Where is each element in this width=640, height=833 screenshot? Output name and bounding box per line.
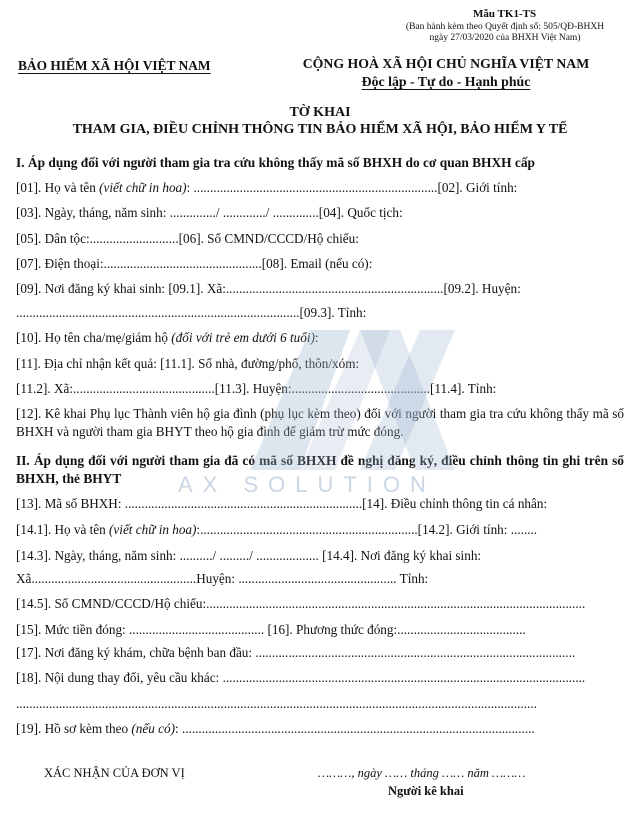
field-03-birth-date[interactable]: [03]. Ngày, tháng, năm sinh: ............../ ............./ ..............[04]. Quốc tịch: [16,205,403,220]
watermark-subtitle: AX SOLUTION [178,472,436,497]
field-07-phone[interactable]: [07]. Điện thoại:................................................[08]. Email (nếu có): [16,256,373,271]
field-15-contribution[interactable]: [15]. Mức tiền đóng: ......................................... [16]. Phương thức đóng:....................................... [16,622,526,637]
issued-note-line1: (Ban hành kèm theo Quyết định số: 505/QĐ-BHXH [405,22,605,32]
field-14-3-birth-date[interactable]: [14.3]. Ngày, tháng, năm sinh: ........../ ........./ ................... [14.4]. Nơi đăng ký khai sinh: [16,548,482,563]
field-10-guardian-name[interactable]: [10]. Họ tên cha/mẹ/giám hộ (đối với trẻ em dưới 6 tuổi): [16,330,319,345]
unit-confirmation-label: XÁC NHẬN CỦA ĐƠN VỊ [44,766,185,780]
issued-note-line2: ngày 27/03/2020 của BHXH Việt Nam) [429,33,581,43]
field-09-birth-registration[interactable]: [09]. Nơi đăng ký khai sinh: [09.1]. Xã:..................................................................[09.2]. Huyện: [16,281,521,296]
field-14-4-birth-place[interactable]: Xã..................................................Huyện: ................................................ Tỉnh: [16,571,429,586]
field-18-change-request[interactable]: [18]. Nội dung thay đổi, yêu cầu khác: .............................................................................................................. [16,670,586,685]
declarant-label: Người kê khai [388,784,464,798]
field-14-1-full-name[interactable]: [14.1]. Họ và tên (viết chữ in hoa):..................................................................[14.2]. Giới tính: ........ [16,522,538,537]
field-11-2-commune[interactable]: [11.2]. Xã:...........................................[11.3]. Huyện:..........................................[11.4]. Tỉnh: [16,381,497,396]
agency-name: BẢO HIỂM XÃ HỘI VIỆT NAM [18,58,211,73]
field-01-full-name[interactable]: [01]. Họ và tên (viết chữ in hoa): ..........................................................................[02]. Giới tính: [16,180,518,195]
field-11-result-address[interactable]: [11]. Địa chỉ nhận kết quả: [11.1]. Số nhà, đường/phố, thôn/xóm: [16,356,360,371]
field-05-ethnicity[interactable]: [05]. Dân tộc:...........................[06]. Số CMND/CCCD/Hộ chiếu: [16,231,359,246]
form-code: Mẫu TK1-TS [473,8,537,20]
form-subtitle: THAM GIA, ĐIỀU CHỈNH THÔNG TIN BẢO HIỂM XÃ HỘI, BẢO HIỂM Y TẾ [72,122,568,137]
field-12-household-appendix: [12]. Kê khai Phụ lục Thành viên hộ gia đình (phụ lục kèm theo) đối với người tham gia tra cứu không thấy mã số BHXH và người tham gia BHYT theo hộ gia đình để giảm trừ mức đóng. [16,406,624,439]
field-17-health-facility[interactable]: [17]. Nơi đăng ký khám, chữa bệnh ban đầu: ................................................................................................. [16,645,576,660]
field-14-5-id-number[interactable]: [14.5]. Số CMND/CCCD/Hộ chiếu:................................................................................................................... [16,596,586,611]
field-19-attachments[interactable]: [19]. Hồ sơ kèm theo (nếu có): ........................................................................................................... [16,721,535,736]
field-09-3-province[interactable]: ......................................................................................[09.3]. Tỉnh: [16,305,367,320]
section1-heading: I. Áp dụng đối với người tham gia tra cứu không thấy mã số BHXH do cơ quan BHXH cấp [16,155,535,170]
national-motto: Độc lập - Tự do - Hạnh phúc [361,74,531,89]
republic-name: CỘNG HOÀ XÃ HỘI CHỦ NGHĨA VIỆT NAM [302,56,590,71]
field-13-social-insurance-number[interactable]: [13]. Mã số BHXH: ........................................................................[14]. Điều chỉnh thông tin cá nhân: [16,496,548,511]
section2-heading: II. Áp dụng đối với người tham gia đã có mã số BHXH đề nghị đăng ký, điều chỉnh thông tin ghi trên sổ BHXH, thẻ BHYT [16,453,624,486]
field-18-continuation[interactable]: .............................................................................................................................................................. [16,696,537,711]
date-line: ………, ngày …… tháng …… năm ……… [318,766,526,780]
form-title: TỜ KHAI [289,105,351,120]
